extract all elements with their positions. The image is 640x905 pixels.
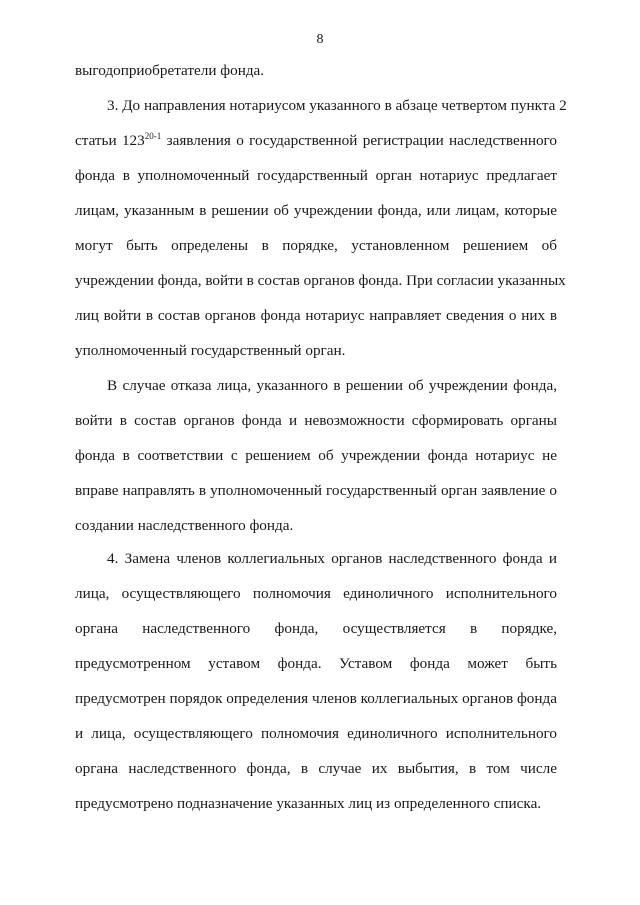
text-line: создании наследственного фонда. xyxy=(75,517,294,534)
text-line: вправе направлять в уполномоченный государственный орган заявление о xyxy=(75,482,557,499)
text-line: органа наследственного фонда, в случае их выбытия, в том числе xyxy=(75,760,557,777)
text-line: войти в состав органов фонда и невозможности сформировать органы xyxy=(75,412,557,429)
page-number: 8 xyxy=(316,32,324,47)
text-line: лиц войти в состав органов фонда нотариус направляет сведения о них в xyxy=(75,307,557,324)
text-fragment: заявления о государственной регистрации наследственного xyxy=(161,132,557,149)
text-line: и лица, осуществляющего полномочия единоличного исполнительного xyxy=(75,725,557,742)
text-line: предусмотренном уставом фонда. Уставом фонда может быть xyxy=(75,655,557,672)
text-line: предусмотрено подназначение указанных лиц из определенного списка. xyxy=(75,795,542,812)
paragraph-4-line: 4. Замена членов коллегиальных органов наследственного фонда и xyxy=(107,550,557,567)
text-line: выгодоприобретатели фонда. xyxy=(75,62,265,79)
text-line: уполномоченный государственный орган. xyxy=(75,342,346,359)
text-line: фонда в уполномоченный государственный орган нотариус предлагает xyxy=(75,167,557,184)
text-line: фонда в соответствии с решением об учреждении фонда нотариус не xyxy=(75,447,557,464)
text-line xyxy=(75,132,557,150)
text-line: лица, осуществляющего полномочия единоличного исполнительного xyxy=(75,585,557,602)
text-fragment: статьи 123 xyxy=(75,132,145,149)
superscript: 20-1 xyxy=(144,131,162,141)
paragraph-line: В случае отказа лица, указанного в решении об учреждении фонда, xyxy=(107,377,557,394)
text-line: лицам, указанным в решении об учреждении фонда, или лицам, которые xyxy=(75,202,557,219)
paragraph-3-line: 3. До направления нотариусом указанного в абзаце четвертом пункта 2 xyxy=(107,97,567,114)
text-line: учреждении фонда, войти в состав органов фонда. При согласии указанных xyxy=(75,272,566,289)
text-line: предусмотрен порядок определения членов коллегиальных органов фонда xyxy=(75,690,557,707)
text-line: органа наследственного фонда, осуществляется в порядке, xyxy=(75,620,557,637)
text-line: могут быть определены в порядке, установленном решением об xyxy=(75,237,557,254)
